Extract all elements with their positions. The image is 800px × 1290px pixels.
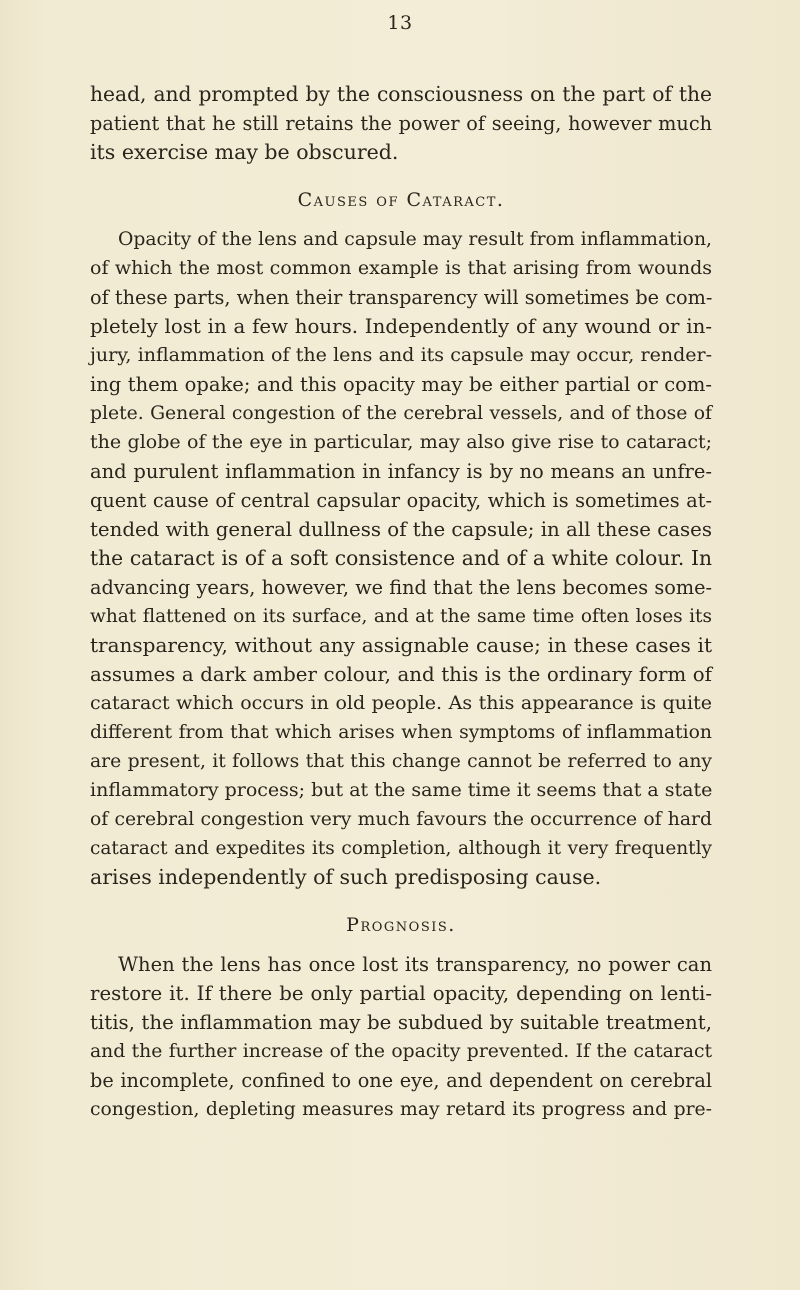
section-heading-causes: Causes of Cataract.: [297, 189, 505, 211]
section-heading-prognosis: Prognosis.: [346, 914, 456, 936]
text-line: advancing years, however, we find that the lens becomes some-: [90, 576, 712, 599]
text-line: inflammatory process; but at the same time it seems that a state: [90, 779, 713, 801]
text-line: cataract which occurs in old people. As this appearance is quite: [90, 692, 712, 714]
text-line: of cerebral congestion very much favours the occurrence of hard: [90, 809, 712, 830]
text-line: transparency, without any assignable cause; in these cases it: [90, 633, 712, 657]
prognosis-paragraph: [90, 950, 712, 1124]
text-line: Opacity of the lens and capsule may result from inflammation,: [118, 229, 712, 250]
text-line: head, and prompted by the consciousness on the part of the: [90, 82, 712, 106]
text-line: pletely lost in a few hours. Independently of any wound or in-: [90, 315, 712, 338]
text-line: what flattened on its surface, and at the same time often loses its: [90, 606, 712, 627]
text-line: quent cause of central capsular opacity, which is sometimes at-: [90, 489, 712, 512]
text-line: different from that which arises when symptoms of inflammation: [90, 722, 712, 743]
text-line: and the further increase of the opacity prevented. If the cataract: [90, 1041, 712, 1062]
text-line: arises independently of such predisposing cause.: [90, 865, 602, 889]
text-line: restore it. If there be only partial opacity, depending on lenti-: [90, 982, 712, 1005]
text-line: of which the most common example is that arising from wounds: [90, 257, 712, 279]
text-line: When the lens has once lost its transparency, no power can: [118, 953, 712, 976]
page-body: [90, 80, 712, 1124]
text-line: tended with general dullness of the capsule; in all these cases: [90, 518, 712, 541]
causes-paragraph: [90, 225, 712, 892]
text-line: plete. General congestion of the cerebral vessels, and of those of: [90, 403, 712, 424]
text-line: jury, inflammation of the lens and its capsule may occur, render-: [90, 344, 712, 366]
continuation-paragraph: [90, 80, 712, 167]
text-line: be incomplete, confined to one eye, and dependent on cerebral: [90, 1069, 712, 1092]
page-number: 13: [387, 12, 413, 34]
text-line: titis, the inflammation may be subdued by suitable treatment,: [90, 1011, 712, 1034]
text-line: are present, it follows that this change cannot be referred to any: [90, 751, 712, 772]
text-line: patient that he still retains the power of seeing, however much: [90, 112, 712, 135]
text-line: ing them opake; and this opacity may be either partial or com-: [90, 373, 712, 396]
text-line: its exercise may be obscured.: [90, 140, 399, 164]
text-line: assumes a dark amber colour, and this is the ordinary form of: [90, 663, 712, 686]
text-line: the globe of the eye in particular, may also give rise to cataract;: [90, 431, 712, 453]
text-line: and purulent inflammation in infancy is by no means an unfre-: [90, 460, 712, 483]
text-line: of these parts, when their transparency will sometimes be com-: [90, 286, 713, 309]
text-line: cataract and expedites its completion, although it very frequently: [90, 838, 712, 859]
text-line: the cataract is of a soft consistence and of a white colour. In: [90, 546, 712, 570]
text-line: congestion, depleting measures may retard its progress and pre-: [90, 1099, 712, 1120]
